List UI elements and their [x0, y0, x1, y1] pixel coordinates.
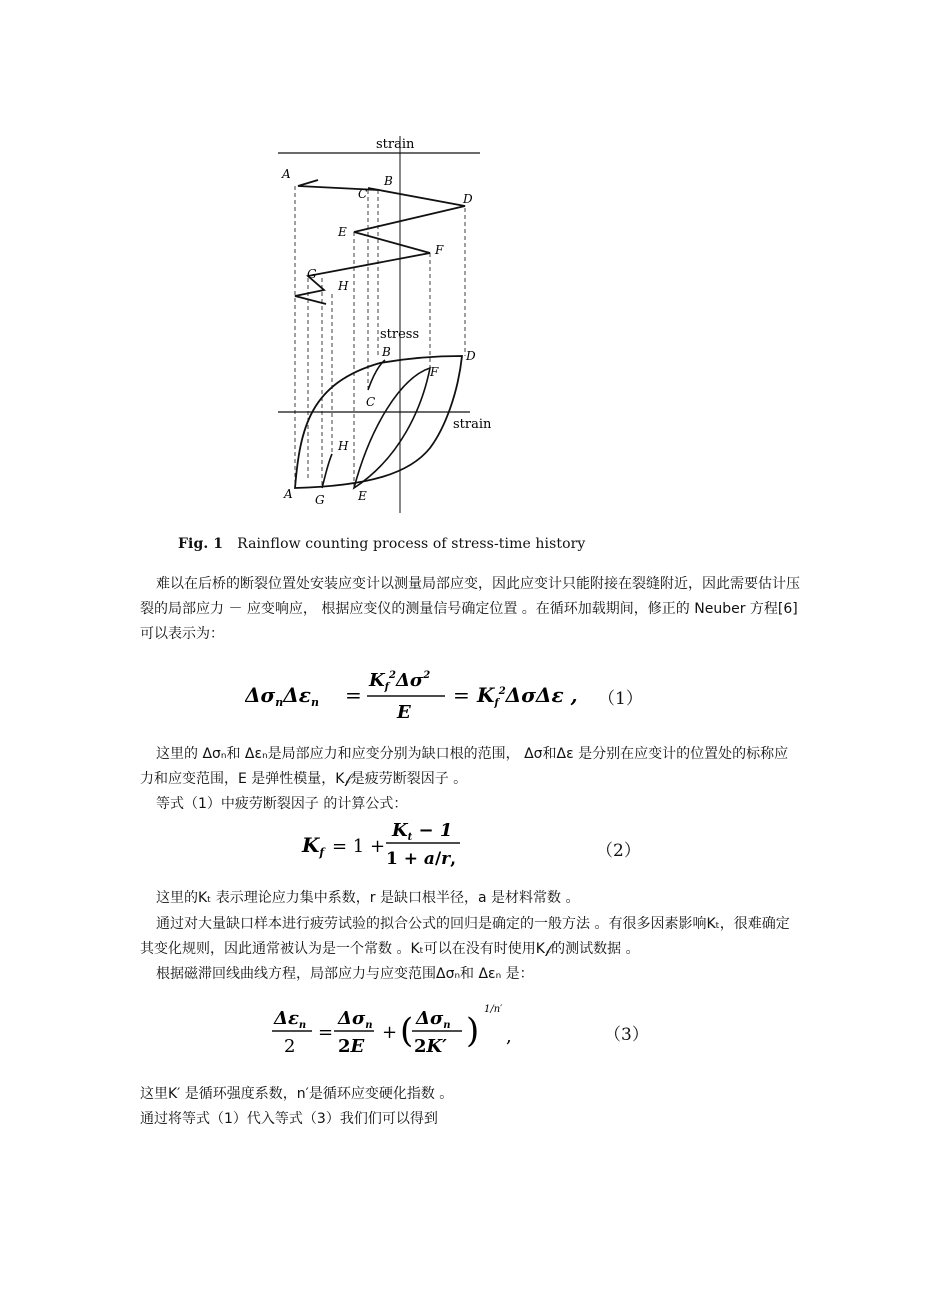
svg-text:= 1 +: = 1 + — [332, 836, 386, 857]
svg-text:2K′: 2K′ — [414, 1036, 447, 1057]
svg-text:=: = — [345, 683, 362, 707]
rainflow-figure — [270, 128, 515, 518]
rainflow-diagram — [270, 128, 515, 518]
upper-label-c: C — [358, 187, 368, 201]
equation-1-number: （1） — [598, 689, 643, 709]
paragraph-5: 通过对大量缺口样本进行疲劳试验的拟合公式的回归是确定的一般方法 。有很多因素影响Kₜ，很难确定其变化规则，因此通常被认为是一个常数 。Kₜ可以在没有时使用K𝒻的测试数据 。 — [140, 916, 790, 957]
upper-label-g: G — [307, 267, 317, 281]
paragraph-8: 通过将等式（1）代入等式（3）我们们可以得到 — [140, 1111, 438, 1127]
equation-2-svg — [300, 812, 640, 872]
svg-text:(: ( — [400, 1011, 414, 1051]
svg-text:=: = — [318, 1022, 334, 1043]
upper-label-b: B — [384, 174, 393, 188]
lower-label-h: H — [338, 439, 349, 453]
equation-1-svg — [245, 660, 645, 730]
upper-label-h: H — [338, 279, 349, 293]
bottom-axis-label: strain — [453, 417, 492, 432]
top-axis-label: strain — [376, 137, 415, 152]
strain-history-line — [295, 180, 465, 304]
caption-label: Fig. 1 — [178, 536, 224, 552]
gh-branch — [322, 454, 332, 488]
svg-text:Kf: $K_f$ — [302, 833, 325, 859]
caption-text: Rainflow counting process of stress-time history — [237, 536, 586, 552]
paragraph-3: 等式（1）中疲劳断裂因子 的计算公式： — [156, 796, 408, 812]
lower-label-f: F — [430, 365, 439, 379]
svg-text:ΔσnΔεn: $\Delta\sigma_n\Delta\varepsilon_n$ — [245, 683, 319, 709]
lower-label-g: G — [315, 493, 325, 507]
paragraph-6: 根据磁滞回线曲线方程，局部应力与应变范围Δσₙ和 Δεₙ 是： — [156, 966, 534, 982]
svg-text:): ) — [466, 1011, 480, 1051]
svg-text:+: + — [382, 1022, 398, 1043]
svg-text:Kt − 1: $K_t - 1$ — [392, 820, 453, 843]
equation-3-svg — [270, 1000, 650, 1062]
figure-caption — [178, 536, 585, 552]
svg-text:,: , — [506, 1026, 512, 1047]
equation-2 — [300, 812, 640, 872]
paragraph-7: 这里K′ 是循环强度系数，n′是循环应变硬化指数 。 — [140, 1086, 454, 1102]
svg-text:Δεn: $\Delta\varepsilon_n$ — [274, 1008, 307, 1031]
equation-1 — [245, 660, 645, 730]
paragraph-1: 难以在后桥的断裂位置处安装应变计以测量局部应变，因此应变计只能附接在裂缝附近，因此需要估计压裂的局部应力 － 应变响应， 根据应变仪的测量信号确定位置 。在循环加载期间，修正的 Neuber 方程[6]可以表示为： — [140, 576, 800, 642]
upper-label-f: F — [435, 243, 444, 257]
svg-text:Kf2ΔσΔε ,: $K_f^2\Delta\sigma\Delta\varepsilon$ , — [477, 683, 578, 709]
equation-2-number: （2） — [596, 841, 641, 861]
lower-label-e: E — [358, 489, 367, 503]
lower-label-b: B — [382, 345, 391, 359]
svg-text:2: 2 — [284, 1036, 296, 1057]
stress-axis-label: stress — [380, 327, 420, 342]
ef-loop — [354, 368, 430, 488]
paragraph-2: 这里的 Δσₙ和 Δεₙ是局部应力和应变分别为缺口根的范围， Δσ和Δε 是分别在应变计的位置处的标称应力和应变范围，E 是弹性模量，K𝒻是疲劳断裂因子 。 — [140, 746, 789, 787]
svg-text:Δσn: $\Delta\sigma_n$ — [338, 1008, 373, 1031]
svg-text:1/n′: 1/n′ — [484, 1004, 503, 1015]
svg-text:2E: 2E — [338, 1036, 365, 1057]
equation-3-number: （3） — [604, 1025, 649, 1045]
lower-label-d: D — [466, 349, 476, 363]
equation-3 — [270, 1000, 650, 1062]
svg-text:=: = — [453, 683, 470, 707]
svg-text:E: E — [397, 702, 411, 723]
lower-label-a: A — [284, 487, 293, 501]
lower-label-c: C — [366, 395, 376, 409]
paragraph-4: 这里的Kₜ 表示理论应力集中系数，r 是缺口根半径，a 是材料常数 。 — [156, 890, 580, 906]
svg-text:Δσn: $\Delta\sigma_n$ — [416, 1008, 451, 1031]
upper-label-a: A — [282, 167, 291, 181]
upper-label-d: D — [463, 192, 473, 206]
svg-text:Kf2Δσ2: $K_f^2\Delta\sigma^2$ — [369, 670, 431, 693]
svg-text:1 + a/r,: 1 + a/r, — [386, 849, 457, 869]
upper-label-e: E — [338, 225, 347, 239]
